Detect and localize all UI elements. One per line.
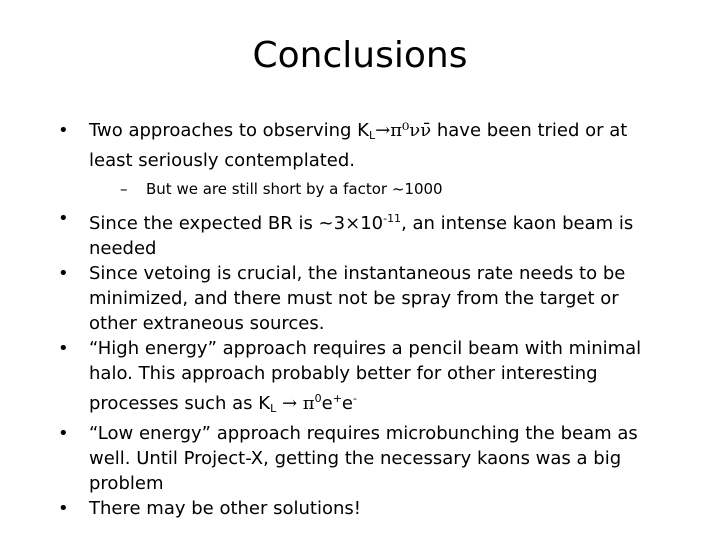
subscript-l: L <box>270 402 277 415</box>
bullet-text: Since the expected BR is ~3 <box>89 213 346 234</box>
exponent: -11 <box>383 212 402 225</box>
bullet-item-low-energy <box>58 421 668 496</box>
bullet-icon: • <box>58 263 69 284</box>
arrow-symbol: → <box>276 393 303 414</box>
bullet-item-br <box>58 206 668 261</box>
pi-superscript: 0 <box>314 392 322 405</box>
bullet-text: There may be other solutions! <box>89 498 361 519</box>
bullet-text-number: 10 <box>360 213 384 234</box>
bullet-icon: • <box>58 120 69 141</box>
plus-superscript: + <box>332 392 342 405</box>
bullet-list <box>58 118 668 521</box>
bullet-icon: • <box>58 338 69 359</box>
bullet-text-cont: , an intense kaon beam is needed <box>89 213 634 259</box>
bullet-item-other-solutions <box>58 496 668 521</box>
sub-bullet-factor <box>58 178 668 200</box>
bullet-text: “High energy” approach requires a pencil beam with minimal halo. This approach probably better for other interesting processes such as K <box>89 338 642 414</box>
slide-title: Conclusions <box>252 35 468 76</box>
pi-symbol: π <box>302 393 315 414</box>
minus-superscript: - <box>352 392 357 405</box>
times-symbol: × <box>345 213 361 234</box>
subscript-l: L <box>368 129 376 142</box>
bullet-item-vetoing <box>58 261 668 336</box>
dash-icon: – <box>120 180 128 198</box>
bullet-item-high-energy <box>58 336 668 421</box>
bullet-text-cont: have been tried or at least seriously contemplated. <box>89 120 628 171</box>
electron-text-2: e <box>341 393 353 414</box>
bullet-item-approaches <box>58 118 668 173</box>
bullet-icon: • <box>58 208 69 229</box>
bullet-text: Two approaches to observing K <box>89 120 369 141</box>
bullet-text: “Low energy” approach requires microbunching the beam as well. Until Project-X, getting the necessary kaons was a big problem <box>89 423 638 494</box>
sub-bullet-text: But we are still short by a factor ~1000 <box>146 180 443 198</box>
bullet-icon: • <box>58 498 69 519</box>
bullet-text: Since vetoing is crucial, the instantaneous rate needs to be minimized, and there must not be spray from the target or other extraneous sources. <box>89 263 626 334</box>
bullet-icon: • <box>58 423 69 444</box>
decay-formula: →π⁰νν̄ <box>375 120 432 141</box>
electron-text: e <box>321 393 333 414</box>
